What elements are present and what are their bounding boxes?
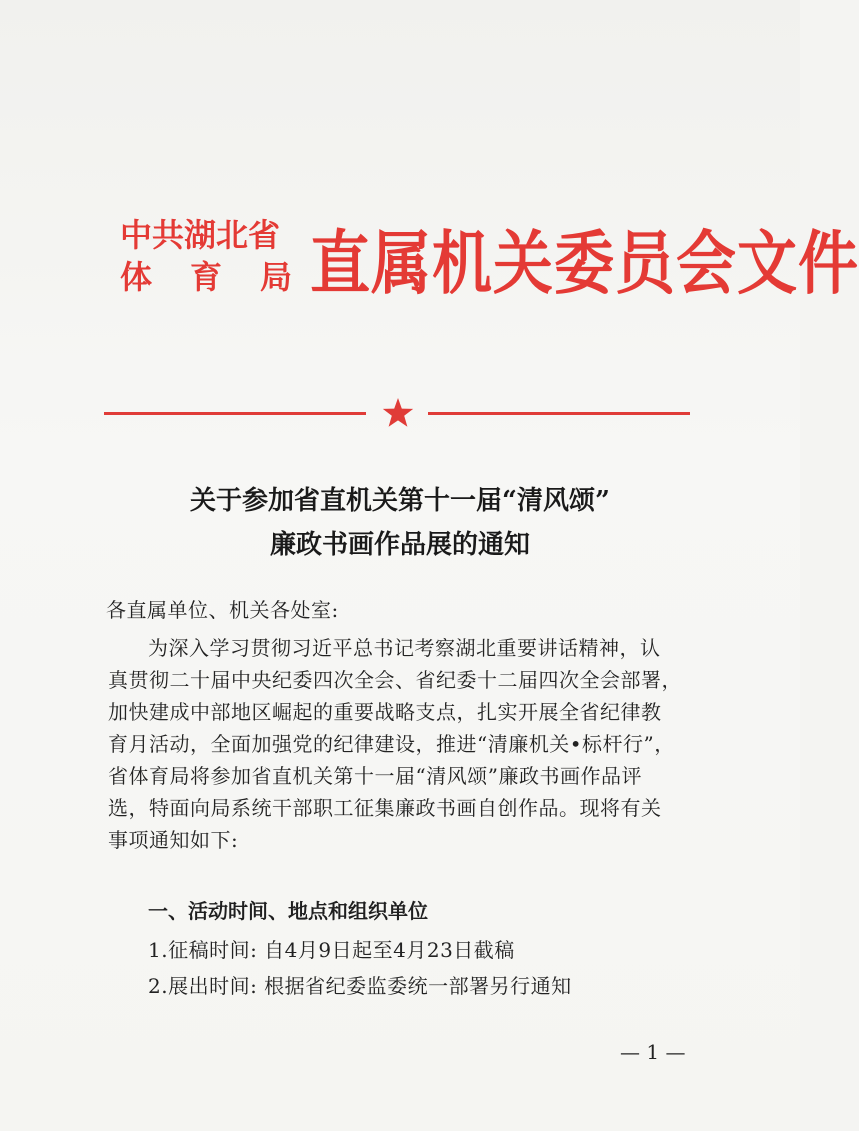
red-header — [120, 208, 859, 318]
section-heading-1: 一、活动时间、地点和组织单位 — [148, 899, 428, 923]
paragraph-line: 事项通知如下: — [108, 828, 239, 852]
header-org-line1: 中共湖北省 — [120, 216, 281, 254]
header-doc-type: 直属机关委员会文件 — [310, 223, 859, 305]
header-org-name — [120, 214, 320, 298]
header-org-char: 育 — [190, 258, 223, 296]
paragraph-line: 省体育局将参加省直机关第十一届“清风颂”廉政书画作品评 — [108, 764, 642, 788]
red-star-icon — [382, 398, 414, 428]
list-item: 1.征稿时间: 自4月9日起至4月23日截稿 — [148, 938, 515, 962]
paragraph-line: 加快建成中部地区崛起的重要战略支点，扎实开展全省纪律教 — [108, 700, 662, 724]
paragraph-line: 选，特面向局系统干部职工征集廉政书画自创作品。现将有关 — [108, 796, 662, 820]
paragraph-line: 育月活动，全面加强党的纪律建设，推进“清廉机关•标杆行”， — [108, 732, 675, 756]
paragraph-line: 为深入学习贯彻习近平总书记考察湖北重要讲话精神，认 — [148, 636, 661, 660]
paragraph-line: 真贯彻二十届中央纪委四次全会、省纪委十二届四次全会部署， — [108, 668, 682, 692]
salutation: 各直属单位、机关各处室: — [106, 598, 339, 622]
header-org-line2 — [120, 256, 320, 298]
doc-title-line1: 关于参加省直机关第十一届“清风颂” — [190, 486, 610, 516]
list-item: 2.展出时间: 根据省纪委监委统一部署另行通知 — [148, 974, 572, 998]
red-rule-right — [428, 412, 690, 415]
intro-paragraph — [108, 632, 708, 856]
doc-title-line2: 廉政书画作品展的通知 — [269, 530, 530, 560]
header-org-char: 体 — [120, 258, 153, 296]
header-org-char: 局 — [260, 258, 293, 296]
page-number: — 1 — — [620, 1040, 686, 1064]
red-rule-left — [104, 412, 366, 415]
